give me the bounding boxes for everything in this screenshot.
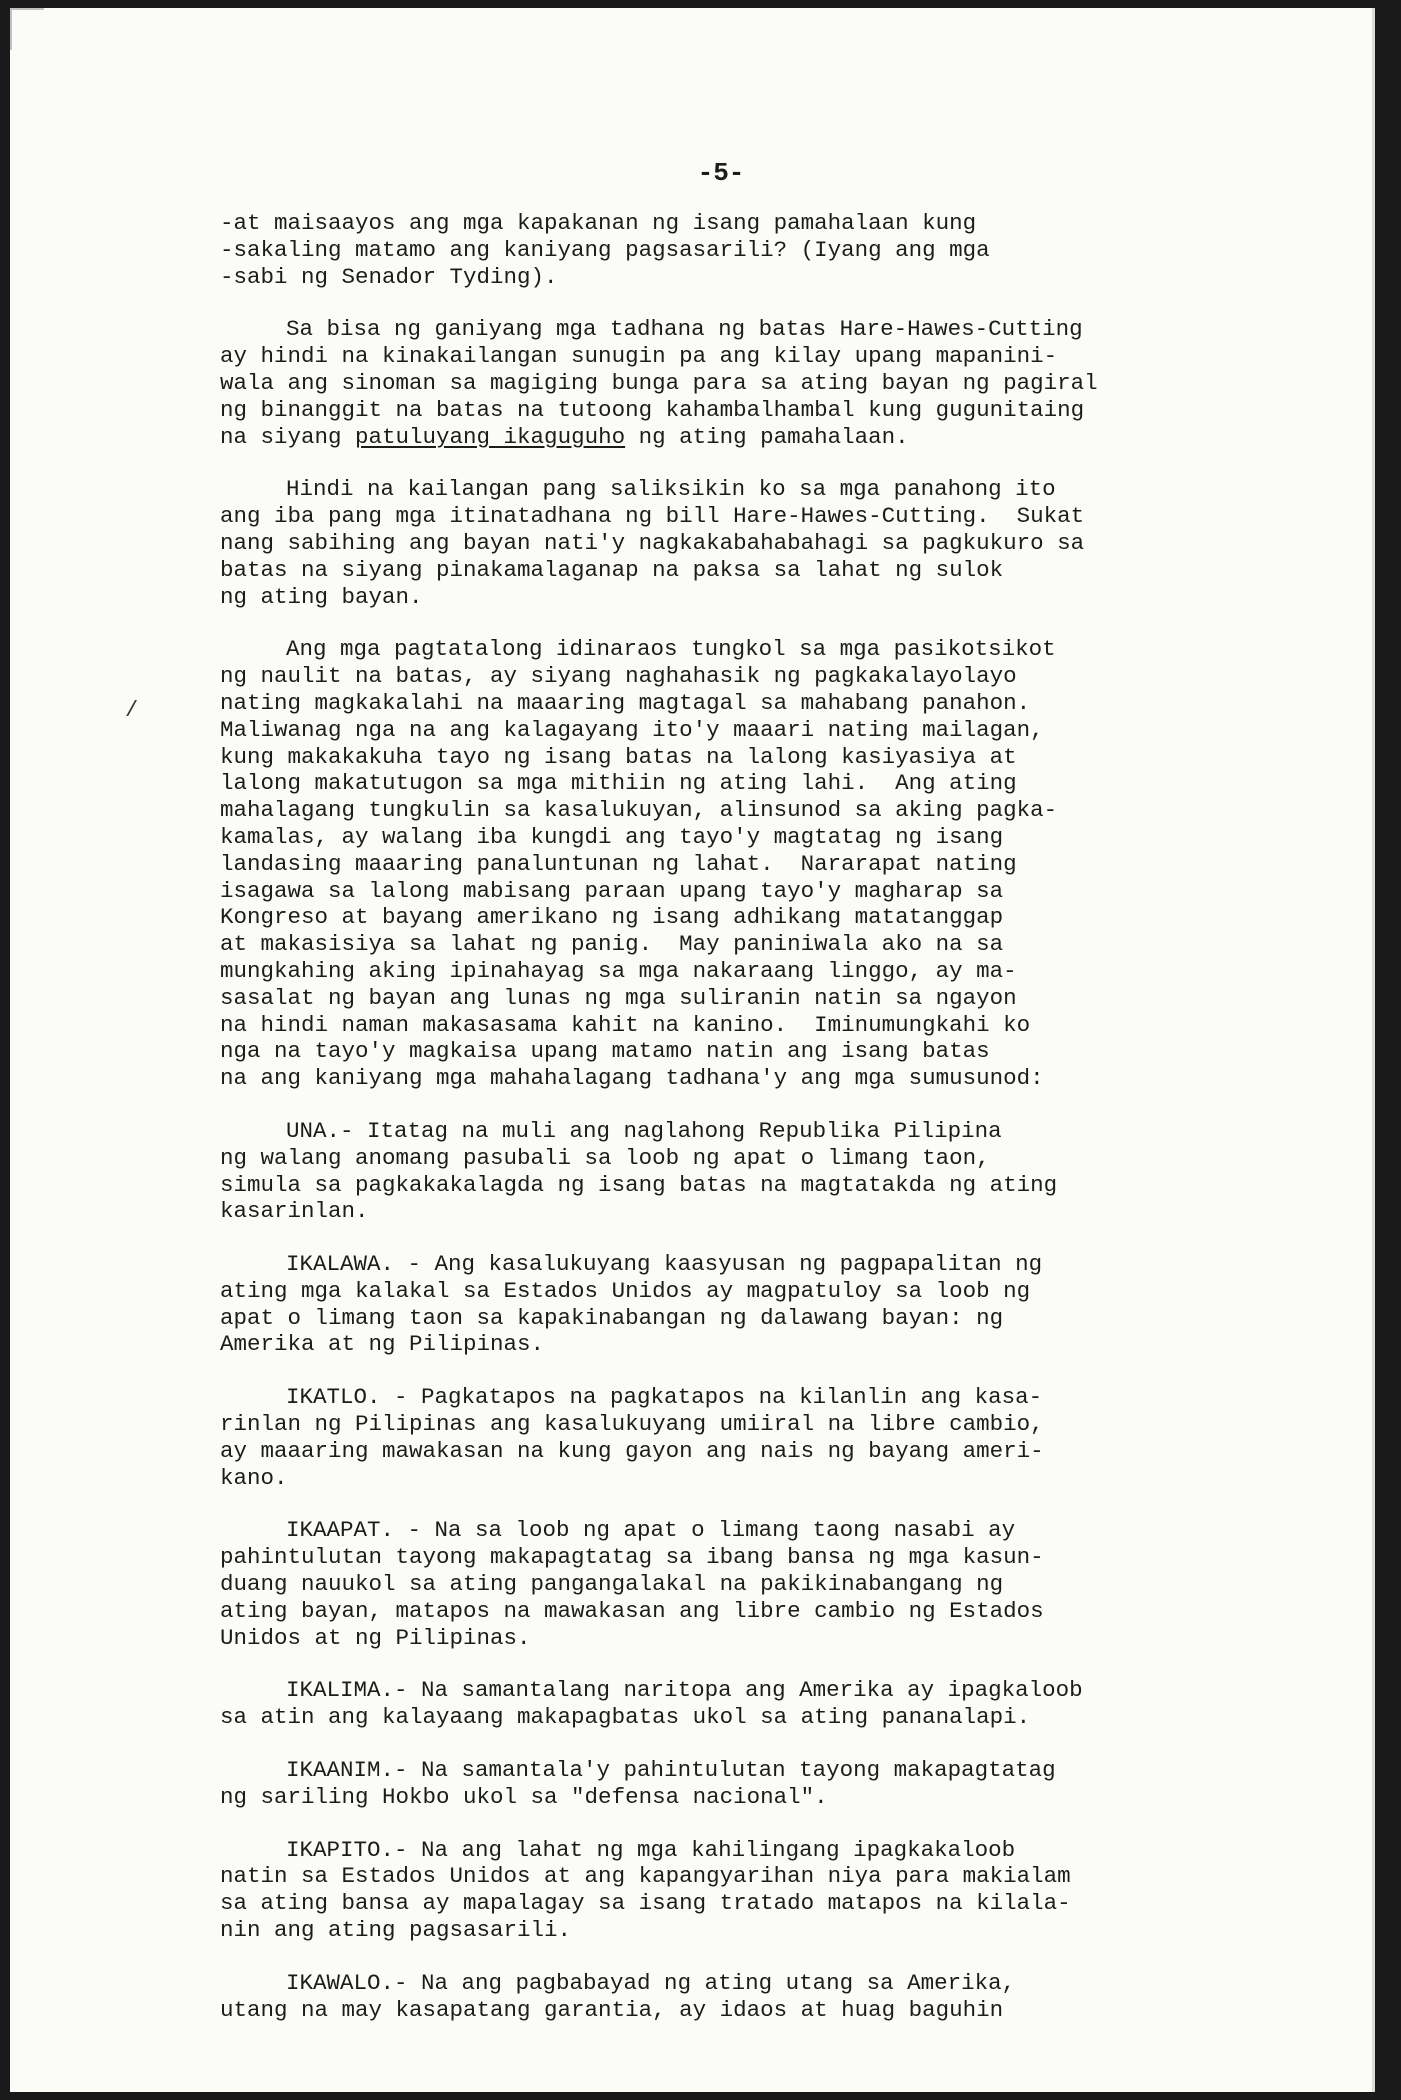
text-line: apat o limang taon sa kapakinabangan ng dalawang bayan: ng [220, 1304, 1004, 1331]
corner-mark [10, 8, 44, 50]
text-line: IKATLO. - Pagkatapos na pagkatapos na kilanlin ang kasa- [286, 1384, 1043, 1411]
paragraph [220, 1118, 1250, 1225]
text-line: -at maisaayos ang mga kapakanan ng isang pamahalaan kung [220, 210, 977, 236]
text-line: Ang mga pagtatalong idinaraos tungkol sa mga pasikotsikot [286, 636, 1056, 663]
paragraph [220, 1837, 1250, 1944]
text-line: pahintulutan tayong makapagtatag sa ibang bansa ng mga kasun- [220, 1544, 1044, 1571]
text-line: sa atin ang kalayaang makapagbatas ukol sa ating pananalapi. [220, 1704, 1031, 1731]
text-line: IKAPITO.- Na ang lahat ng mga kahilingang ipagkakaloob [286, 1836, 1016, 1863]
text-line: IKALIMA.- Na samantalang naritopa ang Amerika ay ipagkaloob [286, 1677, 1083, 1704]
text-line: ay hindi na kinakailangan sunugin pa ang kilay upang mapanini- [220, 343, 1058, 370]
text-line: kamalas, ay walang iba kungdi ang tayo'y magtatag ng isang [220, 823, 1004, 850]
text-line: wala ang sinoman sa magiging bunga para sa ating bayan ng pagiral [220, 369, 1098, 396]
underlined-phrase: patuluyang ikaguguho [355, 423, 626, 450]
paragraph [220, 316, 1250, 450]
paragraph [220, 1677, 1250, 1731]
text-line: nang sabihing ang bayan nati'y nagkakabahabahagi sa pagkukuro sa [220, 529, 1085, 556]
text-line: mungkahing aking ipinahayag sa mga nakaraang linggo, ay ma- [220, 957, 1017, 984]
paragraph [220, 476, 1250, 610]
text-line: duang nauukol sa ating pangangalakal na pakikinabangang ng [220, 1571, 1004, 1598]
text-line: ng sariling Hokbo ukol sa "defensa nacional". [220, 1783, 828, 1810]
page-number: -5- [697, 158, 745, 188]
text-line: ating bayan, matapos na mawakasan ang libre cambio ng Estados [220, 1597, 1044, 1624]
text-line: Maliwanag nga na ang kalagayang ito'y maaari nating mailagan, [220, 716, 1044, 743]
text-line: isagawa sa lalong mabisang paraan upang tayo'y magharap sa [220, 877, 1004, 904]
paragraph [220, 1517, 1250, 1651]
text-line: Amerika at ng Pilipinas. [220, 1331, 545, 1358]
paragraph [220, 1251, 1250, 1358]
text-line: rinlan ng Pilipinas ang kasalukuyang umiiral na libre cambio, [220, 1411, 1044, 1438]
text-line: Kongreso at bayang amerikano ng isang adhikang matatanggap [220, 904, 1004, 931]
text-line: kung makakakuha tayo ng isang batas na lalong kasiyasiya at [220, 743, 1017, 770]
text-line: ating mga kalakal sa Estados Unidos ay magpatuloy sa loob ng [220, 1277, 1031, 1304]
text-line: na hindi naman makasasama kahit na kanino. Iminumungkahi ko [220, 1011, 1031, 1038]
document-page [10, 8, 1375, 2092]
text-line: sasalat ng bayan ang lunas ng mga suliranin natin sa ngayon [220, 984, 1017, 1011]
text-line: ay maaaring mawakasan na kung gayon ang nais ng bayang ameri- [220, 1437, 1044, 1464]
text-line: IKALAWA. - Ang kasalukuyang kaasyusan ng pagpapalitan ng [286, 1251, 1043, 1278]
text-line: kasarinlan. [220, 1198, 369, 1225]
text-line: Hindi na kailangan pang saliksikin ko sa mga panahong ito [286, 476, 1056, 503]
text-line: -sabi ng Senador Tyding). [220, 263, 558, 290]
margin-annotation: / [125, 698, 139, 723]
paragraph [220, 210, 1250, 290]
text-line: kano. [220, 1464, 288, 1491]
text-line: IKAAPAT. - Na sa loob ng apat o limang taong nasabi ay [286, 1517, 1016, 1544]
document-body [220, 210, 1250, 2049]
text-line: landasing maaaring panaluntunan ng lahat. Nararapat nating [220, 850, 1017, 877]
text-line: ng naulit na batas, ay siyang naghahasik ng pagkakalayolayo [220, 663, 1017, 690]
text-line: UNA.- Itatag na muli ang naglahong Republika Pilipina [286, 1117, 1002, 1144]
text-line: nin ang ating pagsasarili. [220, 1917, 572, 1944]
text-line: na siyang patuluyang ikaguguho ng ating pamahalaan. [220, 423, 909, 450]
text-line: Unidos at ng Pilipinas. [220, 1624, 531, 1651]
text-line: na ang kaniyang mga mahahalagang tadhana'y ang mga sumusunod: [220, 1065, 1044, 1092]
text-line: at makasisiya sa lahat ng panig. May paniniwala ako na sa [220, 931, 1004, 958]
text-line: nating magkakalahi na maaaring magtagal sa mahabang panahon. [220, 689, 1031, 716]
paragraph [220, 636, 1250, 1092]
text-line: ng walang anomang pasubali sa loob ng apat o limang taon, [220, 1144, 990, 1171]
text-line: Sa bisa ng ganiyang mga tadhana ng batas Hare-Hawes-Cutting [286, 316, 1083, 343]
text-line: utang na may kasapatang garantia, ay idaos at huag baguhin [220, 1996, 1004, 2023]
paragraph [220, 1970, 1250, 2024]
paragraph [220, 1757, 1250, 1811]
text-line: IKAANIM.- Na samantala'y pahintulutan tayong makapagtatag [286, 1757, 1056, 1784]
text-line: -sakaling matamo ang kaniyang pagsasarili? (Iyang ang mga [220, 236, 990, 263]
text-line: IKAWALO.- Na ang pagbabayad ng ating utang sa Amerika, [286, 1969, 1016, 1996]
text-line: simula sa pagkakakalagda ng isang batas na magtatakda ng ating [220, 1171, 1058, 1198]
paragraph [220, 1384, 1250, 1491]
text-line: batas na siyang pinakamalaganap na paksa sa lahat ng sulok [220, 556, 1004, 583]
text-line: lalong makatutugon sa mga mithiin ng ating lahi. Ang ating [220, 770, 1017, 797]
text-line: ng binanggit na batas na tutoong kahambalhambal kung gugunitaing [220, 396, 1085, 423]
text-line: sa ating bansa ay mapalagay sa isang tratado matapos na kilala- [220, 1890, 1071, 1917]
text-line: natin sa Estados Unidos at ang kapangyarihan niya para makialam [220, 1863, 1071, 1890]
text-line: mahalagang tungkulin sa kasalukuyan, alinsunod sa aking pagka- [220, 797, 1058, 824]
text-line: ang iba pang mga itinatadhana ng bill Hare-Hawes-Cutting. Sukat [220, 503, 1085, 530]
text-line: nga na tayo'y magkaisa upang matamo natin ang isang batas [220, 1038, 990, 1065]
text-line: ng ating bayan. [220, 583, 423, 610]
